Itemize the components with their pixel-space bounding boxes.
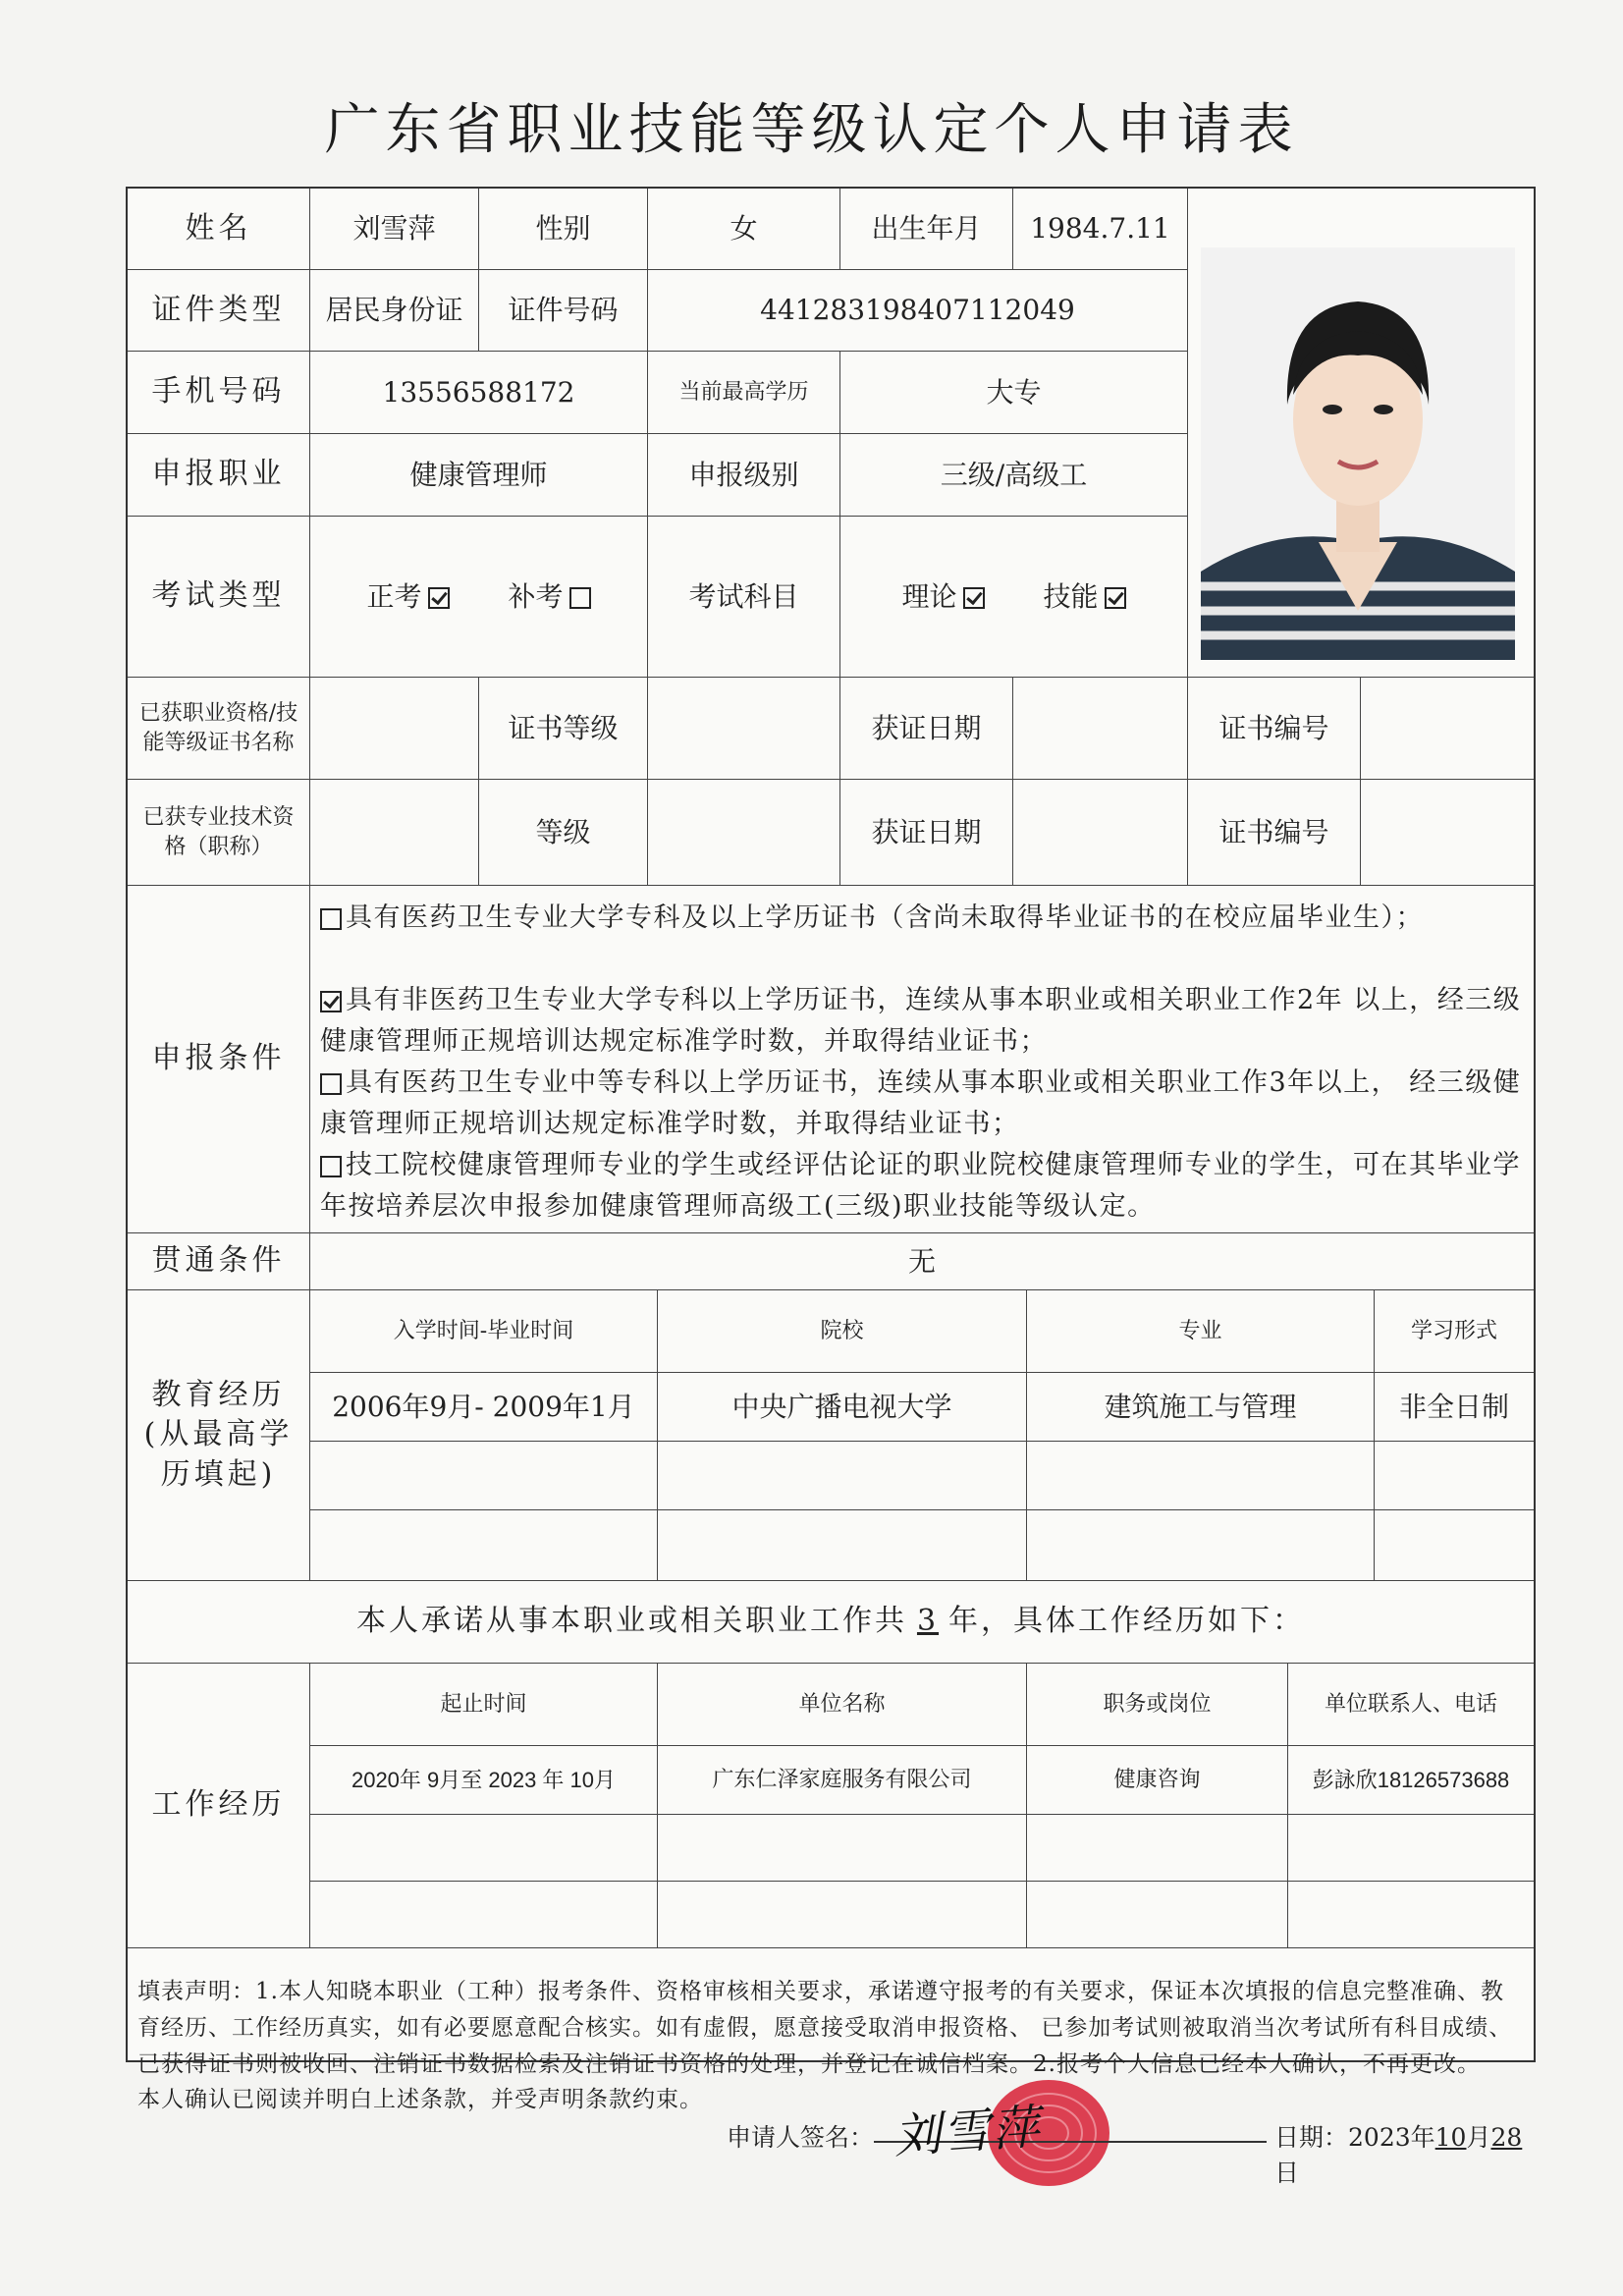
- application-form: [126, 187, 1536, 2187]
- work-header-period: 起止时间: [310, 1664, 658, 1746]
- gender-value[interactable]: 女: [648, 189, 840, 270]
- title-level-label: 等级: [479, 780, 648, 886]
- form-title: 广东省职业技能等级认定个人申请表: [324, 98, 1299, 162]
- through-value[interactable]: 无: [310, 1233, 1534, 1290]
- id-no-value[interactable]: 441283198407112049: [648, 270, 1188, 352]
- work-row-3-period[interactable]: [310, 1882, 658, 1948]
- work-row-1-contact[interactable]: 彭詠欣18126573688: [1288, 1746, 1534, 1815]
- work-header-position: 职务或岗位: [1027, 1664, 1288, 1746]
- title-no-value[interactable]: [1361, 780, 1534, 886]
- work-header-company: 单位名称: [658, 1664, 1027, 1746]
- exam-subject-options: [840, 517, 1188, 678]
- signature-label: 申请人签名：: [727, 2123, 875, 2152]
- through-label: 贯通条件: [128, 1233, 310, 1290]
- cert-no-label: 证书编号: [1188, 678, 1361, 780]
- sign-date: 日期：2023年10月28日: [1274, 2123, 1523, 2187]
- level-value[interactable]: 三级/高级工: [840, 434, 1188, 517]
- edu-row-3-period[interactable]: [310, 1510, 658, 1581]
- edu-row-3-school[interactable]: [658, 1510, 1027, 1581]
- edu-header-period: 入学时间-毕业时间: [310, 1290, 658, 1373]
- work-header-contact: 单位联系人、电话: [1288, 1664, 1534, 1746]
- title-cert-label: 已获专业技术资格（职称）: [128, 780, 310, 886]
- edu-row-1-major[interactable]: 建筑施工与管理: [1027, 1373, 1375, 1442]
- work-row-2-company[interactable]: [658, 1815, 1027, 1882]
- edu-row-2-school[interactable]: [658, 1442, 1027, 1510]
- birth-label: 出生年月: [840, 189, 1013, 270]
- exam-type-label: 考试类型: [128, 517, 310, 678]
- cert-date-label: 获证日期: [840, 678, 1013, 780]
- condition-1[interactable]: 具有医药卫生专业大学专科及以上学历证书（含尚未取得毕业证书的在校应届毕业生）；: [320, 898, 1524, 939]
- work-row-3-position[interactable]: [1027, 1882, 1288, 1948]
- condition-1-checkbox[interactable]: [320, 908, 342, 930]
- title-date-value[interactable]: [1013, 780, 1188, 886]
- edu-header-school: 院校: [658, 1290, 1027, 1373]
- exam-subject-label: 考试科目: [648, 517, 840, 678]
- cert-date-value[interactable]: [1013, 678, 1188, 780]
- work-row-3-company[interactable]: [658, 1882, 1027, 1948]
- condition-4-checkbox[interactable]: [320, 1156, 342, 1177]
- work-row-2-contact[interactable]: [1288, 1815, 1534, 1882]
- exam-type-options: [310, 517, 648, 678]
- name-value[interactable]: 刘雪萍: [310, 189, 479, 270]
- theory-checkbox[interactable]: [963, 587, 985, 609]
- condition-4[interactable]: 技工院校健康管理师专业的学生或经评估论证的职业院校健康管理师专业的学生，可在其毕业学年按培养层次申报参加健康管理师高级工(三级)职业技能等级认定。: [320, 1150, 1521, 1222]
- gender-label: 性别: [479, 189, 648, 270]
- job-label: 申报职业: [128, 434, 310, 517]
- qualification-cert-name[interactable]: [310, 678, 479, 780]
- education-value[interactable]: 大专: [840, 352, 1188, 434]
- promise-years[interactable]: 3: [916, 1604, 940, 1639]
- work-row-2-period[interactable]: [310, 1815, 658, 1882]
- condition-2-checkbox[interactable]: [320, 991, 342, 1012]
- work-row-3-contact[interactable]: [1288, 1882, 1534, 1948]
- declaration-text: 填表声明：1.本人知晓本职业（工种）报考条件、资格审核相关要求，承诺遵守报考的有关要求，保证本次填报的信息完整准确、教育经历、工作经历真实，如有必要愿意配合核实。如有虚假，愿意接受取消申报资格、 已参加考试则被取消当次考试所有科目成绩、 已获得证书则被收回、注销证书数据检索及注销证书资格的处理，并登记在诚信档案。2.报考个人信息已经本人确认，不再更改。: [137, 1979, 1513, 2077]
- work-row-1-period[interactable]: 2020年 9月至 2023 年 10月: [310, 1746, 658, 1815]
- edu-row-1-school[interactable]: 中央广播电视大学: [658, 1373, 1027, 1442]
- regular-checkbox[interactable]: [428, 587, 450, 609]
- skill-checkbox[interactable]: [1105, 587, 1126, 609]
- work-row-1-company[interactable]: 广东仁泽家庭服务有限公司: [658, 1746, 1027, 1815]
- title-level-value[interactable]: [648, 780, 840, 886]
- work-history-label: 工作经历: [128, 1664, 310, 1948]
- edu-row-1-period[interactable]: 2006年9月- 2009年1月: [310, 1373, 658, 1442]
- job-value[interactable]: 健康管理师: [310, 434, 648, 517]
- id-type-label: 证件类型: [128, 270, 310, 352]
- education-label: 当前最高学历: [648, 352, 840, 434]
- id-type-value[interactable]: 居民身份证: [310, 270, 479, 352]
- phone-label: 手机号码: [128, 352, 310, 434]
- id-no-label: 证件号码: [479, 270, 648, 352]
- qualification-cert-label: 已获职业资格/技能等级证书名称: [128, 678, 310, 780]
- cert-level-label: 证书等级: [479, 678, 648, 780]
- conditions-label: 申报条件: [128, 886, 310, 1233]
- birth-value[interactable]: 1984.7.11: [1013, 189, 1188, 270]
- applicant-photo: [1201, 247, 1515, 660]
- level-label: 申报级别: [648, 434, 840, 517]
- condition-3-checkbox[interactable]: [320, 1073, 342, 1095]
- makeup-checkbox[interactable]: [569, 587, 591, 609]
- work-row-2-position[interactable]: [1027, 1815, 1288, 1882]
- edu-row-3-mode[interactable]: [1375, 1510, 1534, 1581]
- edu-row-2-major[interactable]: [1027, 1442, 1375, 1510]
- work-promise: 本人承诺从事本职业或相关职业工作共 3 年，具体工作经历如下：: [128, 1581, 1534, 1664]
- phone-value[interactable]: 13556588172: [310, 352, 648, 434]
- regular-exam-option[interactable]: 正考: [366, 578, 449, 616]
- makeup-exam-option[interactable]: 补考: [509, 578, 591, 616]
- condition-3[interactable]: 具有医药卫生专业中等专科以上学历证书，连续从事本职业或相关职业工作3年以上， 经三级健康管理师正规培训达规定标准学时数，并取得结业证书；: [320, 1067, 1522, 1139]
- work-row-1-position[interactable]: 健康咨询: [1027, 1746, 1288, 1815]
- edu-row-1-mode[interactable]: 非全日制: [1375, 1373, 1534, 1442]
- edu-header-mode: 学习形式: [1375, 1290, 1534, 1373]
- education-history-label: 教育经历(从最高学历填起): [128, 1290, 310, 1581]
- edu-row-2-mode[interactable]: [1375, 1442, 1534, 1510]
- theory-option[interactable]: 理论: [901, 578, 984, 616]
- edu-header-major: 专业: [1027, 1290, 1375, 1373]
- condition-2[interactable]: 具有非医药卫生专业大学专科以上学历证书，连续从事本职业或相关职业工作2年 以上，经三级健康管理师正规培训达规定标准学时数，并取得结业证书；: [320, 985, 1522, 1057]
- declaration-confirm: 本人确认已阅读并明白上述条款，并受声明条款约束。: [137, 2087, 703, 2113]
- cert-level-value[interactable]: [648, 678, 840, 780]
- name-label: 姓名: [128, 189, 310, 270]
- applicant-signature[interactable]: 刘雪萍: [892, 2099, 1044, 2165]
- edu-row-3-major[interactable]: [1027, 1510, 1375, 1581]
- title-cert-name[interactable]: [310, 780, 479, 886]
- title-date-label: 获证日期: [840, 780, 1013, 886]
- cert-no-value[interactable]: [1361, 678, 1534, 780]
- title-no-label: 证书编号: [1188, 780, 1361, 886]
- skill-option[interactable]: 技能: [1044, 578, 1126, 616]
- edu-row-2-period[interactable]: [310, 1442, 658, 1510]
- declaration: [137, 1974, 1522, 2118]
